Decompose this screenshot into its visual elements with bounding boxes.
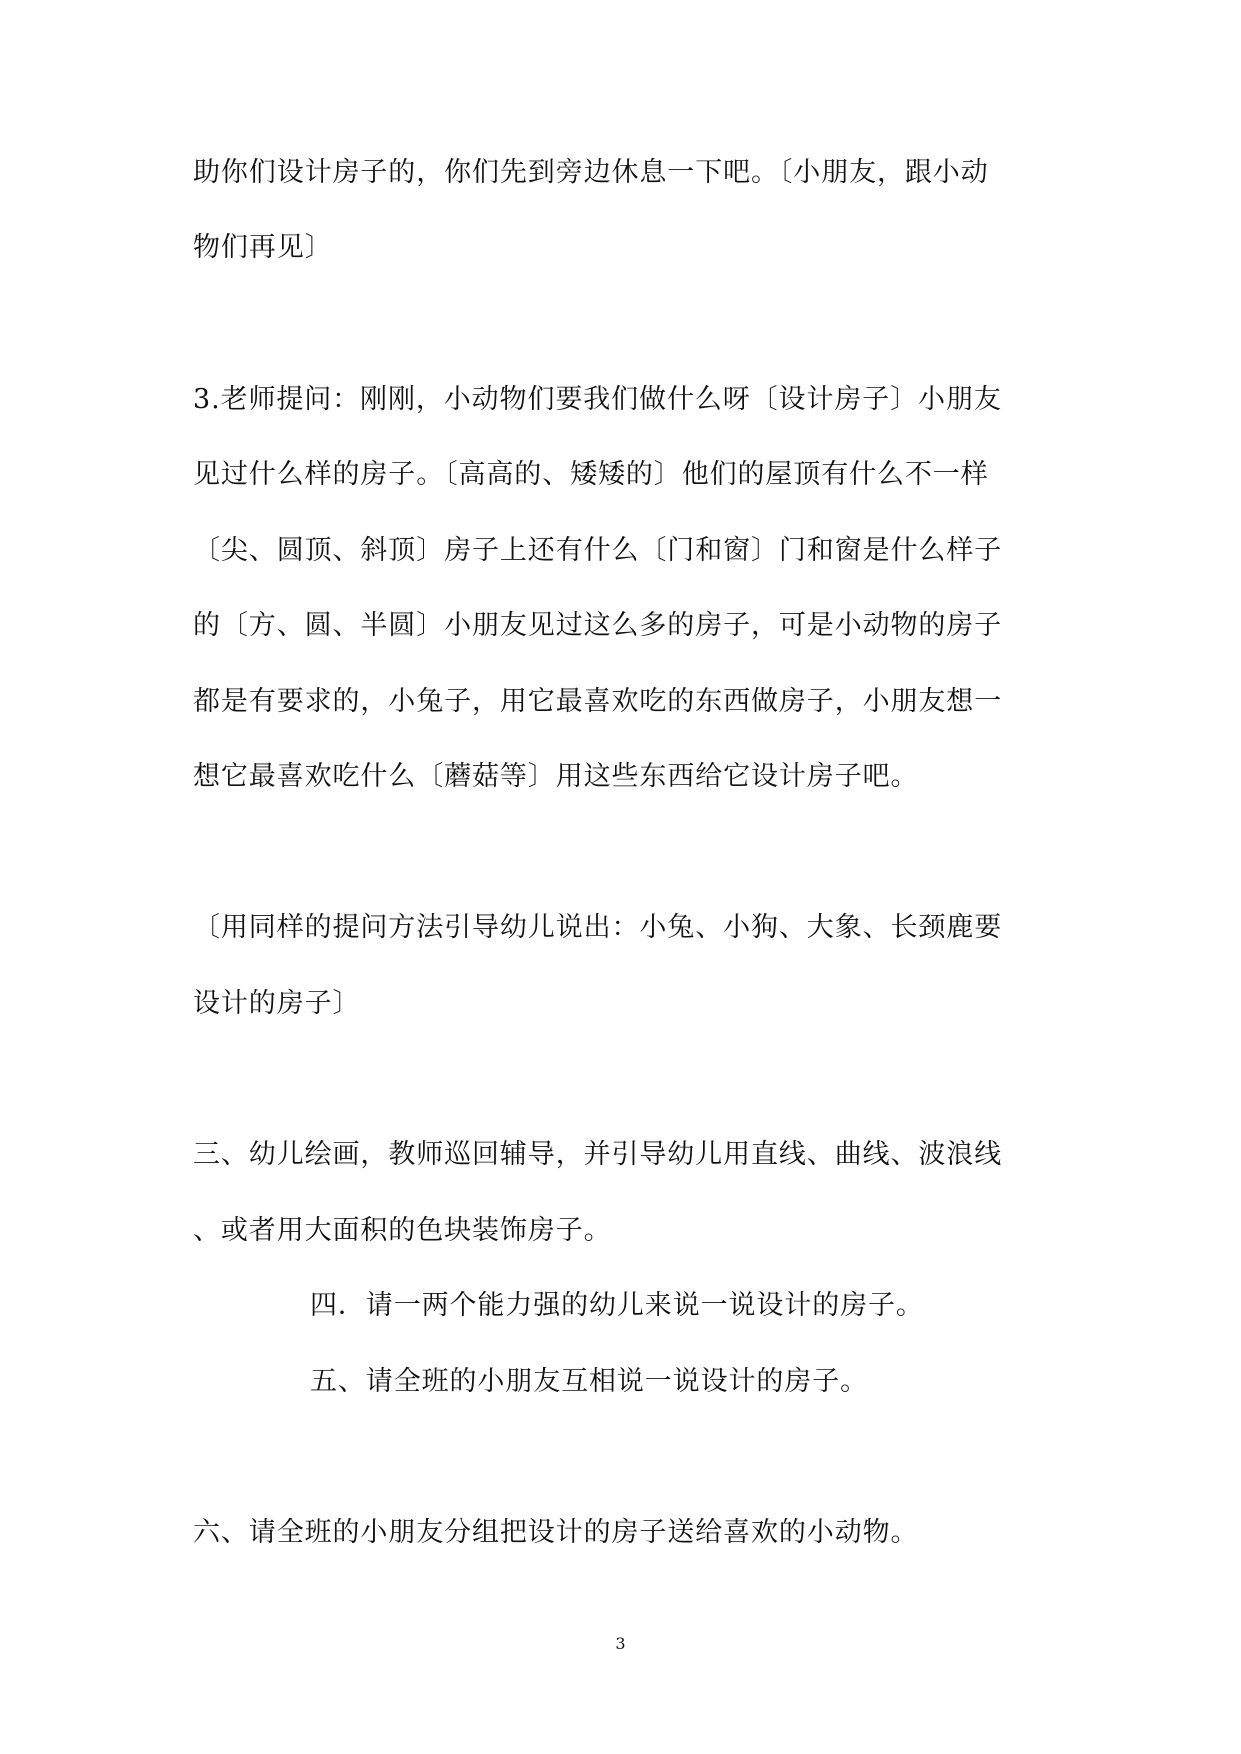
- text-line: 见过什么样的房子。〔高高的、矮矮的〕他们的屋顶有什么不一样: [193, 459, 989, 490]
- text-line: 3.老师提问：刚刚，小动物们要我们做什么呀〔设计房子〕小朋友: [193, 384, 1002, 415]
- text-line: 助你们设计房子的，你们先到旁边休息一下吧。〔小朋友，跟小动: [193, 157, 989, 188]
- text-line: 〔用同样的提问方法引导幼儿说出：小兔、小狗、大象、长颈鹿要: [193, 912, 1003, 943]
- text-line: 四．请一两个能力强的幼儿来说一说设计的房子。: [310, 1290, 924, 1321]
- text-line: 的〔方、圆、半圆〕小朋友见过这么多的房子，可是小动物的房子: [193, 610, 1003, 641]
- text-line: 〔尖、圆顶、斜顶〕房子上还有什么〔门和窗〕门和窗是什么样子: [193, 535, 1003, 566]
- text-line: 设计的房子〕: [193, 988, 361, 1019]
- text-line: 三、幼儿绘画，教师巡回辅导，并引导幼儿用直线、曲线、波浪线: [193, 1139, 1003, 1170]
- text-line: 都是有要求的，小兔子，用它最喜欢吃的东西做房子，小朋友想一: [193, 686, 1003, 717]
- text-line: 六、请全班的小朋友分组把设计的房子送给喜欢的小动物。: [193, 1517, 919, 1548]
- text-line: 、或者用大面积的色块装饰房子。: [193, 1215, 612, 1246]
- text-line: 五、请全班的小朋友互相说一说设计的房子。: [310, 1366, 868, 1397]
- text-line: 想它最喜欢吃什么〔蘑菇等〕用这些东西给它设计房子吧。: [193, 761, 919, 792]
- text-line: 物们再见〕: [193, 232, 333, 263]
- page-number: 3: [615, 1634, 626, 1653]
